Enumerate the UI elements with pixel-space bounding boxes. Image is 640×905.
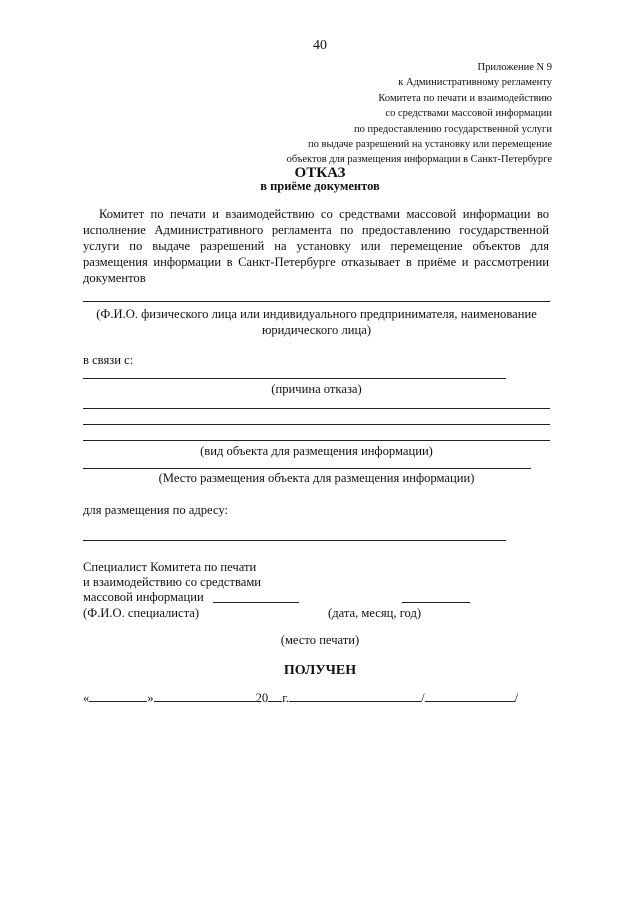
fio-caption: (Ф.И.О. специалиста) — [83, 606, 200, 620]
seal-caption: (место печати) — [280, 633, 360, 647]
year-suffix: г. — [282, 691, 290, 705]
applicant-fill-line[interactable] — [83, 301, 550, 302]
reason-fill-line[interactable] — [83, 378, 506, 379]
appendix-line: Приложение N 9 — [477, 62, 552, 73]
appendix-line: со средствами массовой информации — [385, 108, 552, 120]
appendix-line: по предоставлению государственной услуги — [354, 123, 552, 135]
address-label: для размещения по адресу: — [83, 503, 229, 517]
slash-1: / — [421, 691, 425, 705]
appendix-line: к Административному регламенту — [398, 77, 552, 89]
received-row — [83, 690, 518, 706]
applicant-caption-1: (Ф.И.О. физического лица или индивидуального предпринимателя, наименование — [96, 307, 537, 321]
appendix-line: Комитета по печати и взаимодействию — [378, 92, 552, 104]
object-type-fill-line[interactable] — [83, 440, 550, 441]
open-quote: « — [83, 691, 90, 705]
specialist-fio-fill-line[interactable] — [213, 602, 299, 603]
fill-line[interactable] — [83, 408, 550, 409]
object-place-fill-line[interactable] — [83, 468, 531, 469]
document-title: ОТКАЗ — [294, 165, 346, 181]
applicant-caption-2: юридического лица) — [261, 323, 372, 337]
close-quote: » — [147, 691, 154, 705]
month-fill-line[interactable] — [154, 690, 256, 702]
body-paragraph: Комитет по печати и взаимодействию со средствами массовой информации во исполнение Административного регламента по предоставлению государственной услуги по выдаче разрешений на установку или перемещение объектов для размещения информации в Санкт-Петербурге отказывает в приёме и рассмотрении документов — [83, 207, 549, 285]
slash-2: / — [514, 691, 519, 705]
year-fill-line[interactable] — [268, 690, 282, 702]
object-place-caption: (Место размещения объекта для размещения информации) — [158, 471, 475, 485]
year-prefix: 20 — [255, 691, 269, 705]
specialist-line-1: Специалист Комитета по печати — [83, 560, 257, 574]
day-fill-line[interactable] — [89, 690, 147, 702]
specialist-line-2: и взаимодействию со средствами — [83, 575, 262, 589]
date-caption: (дата, месяц, год) — [328, 606, 422, 620]
specialist-line-3: массовой информации — [83, 590, 204, 604]
appendix-line: по выдаче разрешений на установку или перемещение — [308, 139, 552, 151]
object-type-caption: (вид объекта для размещения информации) — [200, 444, 433, 458]
reason-caption: (причина отказа) — [271, 382, 362, 396]
date-fill-line[interactable] — [402, 602, 470, 603]
signature-fill-line[interactable] — [289, 690, 421, 702]
address-fill-line[interactable] — [83, 540, 506, 541]
fill-line[interactable] — [83, 424, 550, 425]
received-title: ПОЛУЧЕН — [283, 663, 357, 678]
document-subtitle: в приёме документов — [260, 179, 380, 193]
page-number: 40 — [313, 38, 327, 53]
appendix-header — [287, 60, 552, 168]
name-fill-line[interactable] — [425, 690, 515, 702]
in-connection-label: в связи с: — [83, 353, 134, 367]
appendix-line: объектов для размещения информации в Санкт-Петербурге — [286, 154, 552, 166]
